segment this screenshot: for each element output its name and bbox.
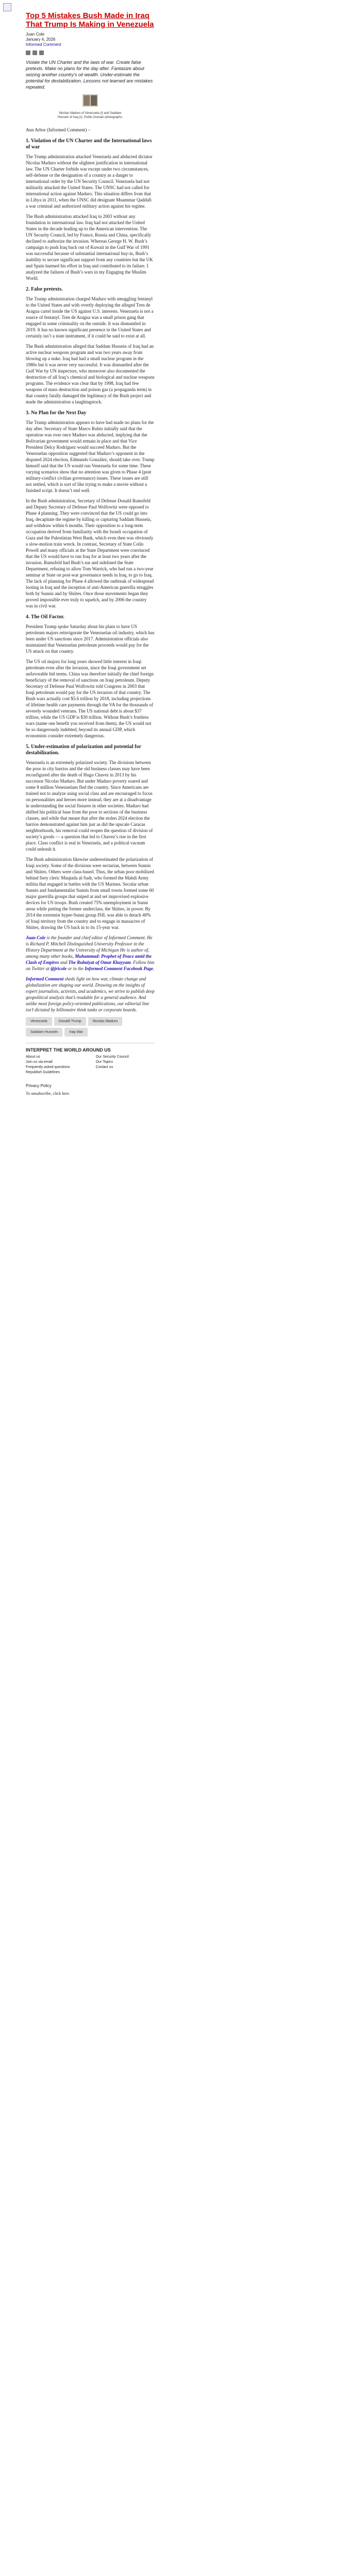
bio-twitter-link[interactable]: @jricole (51, 966, 67, 971)
section-heading: 4. The Oil Factor. (26, 614, 64, 620)
photo-caption: Nicolas Maduro of Venezuela (l) and Saddam Hussein of Iraq (r). Public Domain photographs. (57, 112, 123, 119)
facebook-share-icon[interactable] (26, 50, 30, 55)
site-favicon-icon[interactable] (3, 3, 11, 11)
article-photo (26, 93, 155, 108)
tag-venezuela[interactable]: Venezuela (26, 1017, 52, 1026)
tag-nicolas-maduro[interactable]: Nicolas Maduro (88, 1017, 123, 1026)
paragraph: The Bush administration alleged that Saddam Hussein of Iraq had an active nuclear weapons program and was two years away from blowing up a nuke. Iraq had had a small nuclear program in the 1980s but it was never very successful. It was dismantled after the Gulf War by UN inspectors, who moreover also documented the destruction of all Iraq’s chemical and biological and nuclear weapons programs. The evidence was clear that by 1998, Iraq had few weapons of mass destruction and poison gas (a propaganda term) in that country fatally damaged the legitimacy of the Bush project and made the administration a laughingstock. (26, 344, 155, 404)
footer-link[interactable]: Frequently asked questions (26, 1065, 70, 1069)
tag-saddam-hussein[interactable]: Saddam Hussein (26, 1028, 62, 1037)
bio-facebook-link[interactable]: Informed Comment Facebook Page (85, 966, 153, 971)
article-meta (26, 32, 155, 47)
tag-iraq-war[interactable]: Iraq War (64, 1028, 88, 1037)
paragraph: The Trump administration charged Maduro with smuggling fentanyl to the United States and with overtly deploying the alleged Tren de Aragua cartel inside the US against U.S. interests. Venezuela is not a source of fentanyl. Tren de Aragua was a small prison gang that engaged in some criminality on the outside. It was dismantled in 2019. It has no known significant presence in the United States and certainly isn’t a state instrument, if it could be said to exist at all. (26, 296, 154, 338)
footer-heading: INTERPRET THE WORLD AROUND US (26, 1047, 111, 1053)
bio-author-link[interactable]: Juan Cole (26, 935, 46, 940)
tag-list (26, 1017, 155, 1037)
paragraph: The Trump administration appears to have had made no plans for the day after. Secretary of State Marco Rubio initially said that the operation was over once Maduro was abducted, implying that the Bolivarian government would remain in place and that Vice President Delcy Rodriguez would succeed Maduro. But the Venezuelan opposition suggested that Maduro’s opponent in the disputed 2024 election, Edmundo González, should take over. Trump himself said that the US would run Venezuela for some time. These varying scenarios show that no attention was given to Phase 4 (post military-conflict civilian governance) issues. These issues are still not settled, which is sort of like trying to make a movie without a finished script. It doesn’t end well. (26, 420, 155, 493)
privacy-policy-link[interactable]: Privacy Policy (26, 1083, 52, 1088)
paragraph: The Bush administration likewise underestimated the polarization of Iraqi society. Some of the divisions were sectarian, between Sunnis and Shiites. Others were class-based. Thus, the urban poor mobilized behind fiery cleric Muqtada al-Sadr, who formed the Mahdi Army militia that engaged in battles with the US Marines. Secular urban Sunnis and fundamentalist Sunnis from small towns formed some 60 major guerrilla groups that sniped at and set improvised explosive devices for US troops. Bush created 75% unemployment in Sunni areas while putting the former underclass, the Shiites, in power. By 2014 the extremist hyper-Sunni group ISIL was able to detach 40% of Iraqi territory from the country and to engage in massacres of Shiites, drawing the US back in to its 15-year war. (26, 857, 154, 930)
about-blurb: Informed Comment sheds light on how war, climate change and globalization are shaping our world. Drawing on the insights of expert journalists, activists, and academics, we strive to publish deep geopolitical analysis that’s readable for a general audience. And unlike most foreign policy-oriented publications, our editorial line isn’t dictated by billionaire think tanks or corporate boards. (26, 976, 155, 1012)
footer-link[interactable]: Republish Guidelines (26, 1071, 60, 1074)
footer-link[interactable]: About us (26, 1055, 40, 1059)
source-link[interactable]: Informed Comment (26, 42, 61, 47)
section-heading: 3. No Plan for the Next Day (26, 410, 87, 416)
section-heading: 5. Under-estimation of polarization and potential for destabilization. (26, 744, 141, 756)
about-link[interactable]: Informed Comment (26, 976, 64, 981)
page (0, 0, 361, 1096)
paragraph: Venezuela is an extremely polarized society. The divisions between the poor in city barrios and the old business classes may have been reconfigured after the death of Hugo Chavez in 2013 by his successor Nicolas Maduro. But under Maduro poverty soared and some 8 million Venezuelans fled the country. Since Americans are trained not to analyze using social class and are encouraged to focus on personalities and heroes more instead, they are at a disadvantage in understanding the social fissures in other societies. Maduro had shifted his political base from the poor to sections of the business classes, and while that meant that after the stolen 2024 election the barrios demonstrated against him just as did the upscale Caracas neighborhoods, his removal could reopen the question of division of society’s goods — a question that led to Chavez’s rise in the first place. Class conflict is real in Venezuela, and a political vacuum could unleash it. (26, 760, 153, 852)
article-lede: Violate the UN Charter and the laws of war. Create false pretexts. Make no plans for the day after. Fantasize about seizing another country’s oil wealth. Under-estimate the potential for destabilization. Lessons not learned are mistakes repeated. (26, 60, 153, 90)
footer-link[interactable]: Contact us (95, 1065, 113, 1069)
section-heading: 2. False pretexts. (26, 286, 63, 292)
footer-col-2 (96, 1055, 129, 1075)
author-bio: Juan Cole is the founder and chief editor of Informed Comment. He is Richard P. Mitchell Distinguished University Professor in the History Department at the University of Michigan He is author of, among many other books, Muhammad: Prophet of Peace amid the Clash of Empires and The Rubaiyat of Omar Khayyam. Follow him on Twitter at @jricole or in the Informed Comment Facebook Page. (26, 935, 155, 971)
paragraph: President Trump spoke Saturday about his plans to have US petroleum majors reinvigorate the Venezuelan oil industry, which has been under US sanctions since 2017. Administration officials also maintained that Venezuelan petroleum proceeds would pay for the US attack on that country. (26, 624, 155, 654)
share-bar (26, 50, 155, 55)
bio-book1-link[interactable]: Muhammad: Prophet of Peace amid the Clash of Empires (26, 954, 152, 965)
paragraph: The US oil majors for long years showed little interest in Iraqi petroleum even after the invasion, since the Iraqi government set unfavorable bid terms. China was therefore initially the chief foreign beneficiary of the removal of sanctions on Iraqi petroleum. Deputy Secretary of Defense Paul Wolfowitz told Congress in 2003 that Iraqi petroleum would pay for the US invasion of that country. The Bush wars actually cost $5.6 trillion by 2018, including projections of lifetime health care payments through the VA for the thousands of severely wounded veterans. The US national debt is about $37 trillion, while the US GDP is $30 trillion. Without Bush’s fruitless wars (name one benefit you received from them), the US would not be so dangerously indebted, beyond its annual GDP, which economists consider extremely dangerous. (26, 659, 154, 738)
article (26, 0, 155, 1096)
unsubscribe-line: To unsubscribe, click here. (26, 1091, 70, 1096)
dateline: Ann Arbor (Informed Comment) – (26, 127, 90, 132)
tag-donald-trump[interactable]: Donald Trump (54, 1017, 86, 1026)
footer-col-1 (26, 1055, 70, 1075)
footer-link[interactable]: Our Topics (95, 1060, 113, 1064)
article-title[interactable]: Top 5 Mistakes Bush Made in Iraq That Trump Is Making in Venezuela (26, 11, 154, 29)
twitter-share-icon[interactable] (32, 50, 37, 55)
section-heading: 1. Violation of the UN Charter and the International laws of war (26, 138, 152, 150)
footer-link[interactable]: Our Security Council (95, 1055, 129, 1059)
article-body (26, 127, 155, 1013)
footer-link[interactable]: Join us via email (26, 1060, 53, 1064)
paragraph: The Trump administration attacked Venezuela and abducted dictator Nicolas Maduro without the slightest justification in international law. The UN Charter forbids war except under two circumstances, self-defense or the designation of a country as a danger to international order by the UN Security Council. Venezuela had not militarily attacked the United States. The UNSC had not called for international action against Maduro. This situation differs from that in Libya in 2011, when the UNSC did designate Muammar Qaddafi a war criminal and authorized military action against his regime. (26, 154, 153, 209)
bio-book2-link[interactable]: The Rubaiyat of Omar Khayyam (68, 960, 131, 965)
author-name: Juan Cole (26, 32, 45, 37)
unsubscribe-link[interactable]: click here. (53, 1091, 70, 1096)
email-share-icon[interactable] (39, 50, 44, 55)
paragraph: The Bush administration attacked Iraq in 2003 without any foundation in international law. Iraq had not attacked the United States in the decade leading up to the American intervention. The UN Security Council, led by France, Russia and China, specifically declined to authorize the invasion. Whereas George H. W. Bush’s campaign to push Iraq back out of Kuwait in the Gulf War of 1991 was successful because of substantial international buy-in, Bush’s inability to secure significant support from any countries but the UK and Spain harmed his effort in Iraq and contributed to its failure. I analyzed the failures of Bush’s wars in my Engaging the Muslim World. (26, 214, 153, 281)
paragraph: In the Bush administration, Secretary of Defense Donald Rumsfeld and Deputy Secretary of Defense Paul Wolfowitz were opposed to Phase 4 planning. They were convinced that the US could go into Iraq, decapitate the regime by killing or capturing Saddam Hussein, and withdraw within 6 months. Their opposition to a long-term occupation derived from familiarity with the Israeli occupation of Gaza and the Palestinian West Bank, which even then was obviously a slow-motion train wreck. In contrast, Secretary of State Colin Powell and many officials at the State Department were convinced that the US would have to run Iraq for at least two years after the invasion. Rumsfeld had Bush’s ear and sidelined the State Department, refusing to allow Tom Warrick, who had run a two-year seminar at State on post-war governance needs in Iraq, to go to Iraq. The lack of planning for Phase 4 allowed the outbreak of widespread looting in Iraq and the inception of anti-American guerrilla struggles both by Sunnis and by Shiites. Once those movements began they proved impossible ever truly to squelch, and by 2006 the country was in civil war. (26, 498, 154, 608)
site-footer (26, 1047, 155, 1075)
publish-date: January 4, 2026 (26, 37, 56, 42)
